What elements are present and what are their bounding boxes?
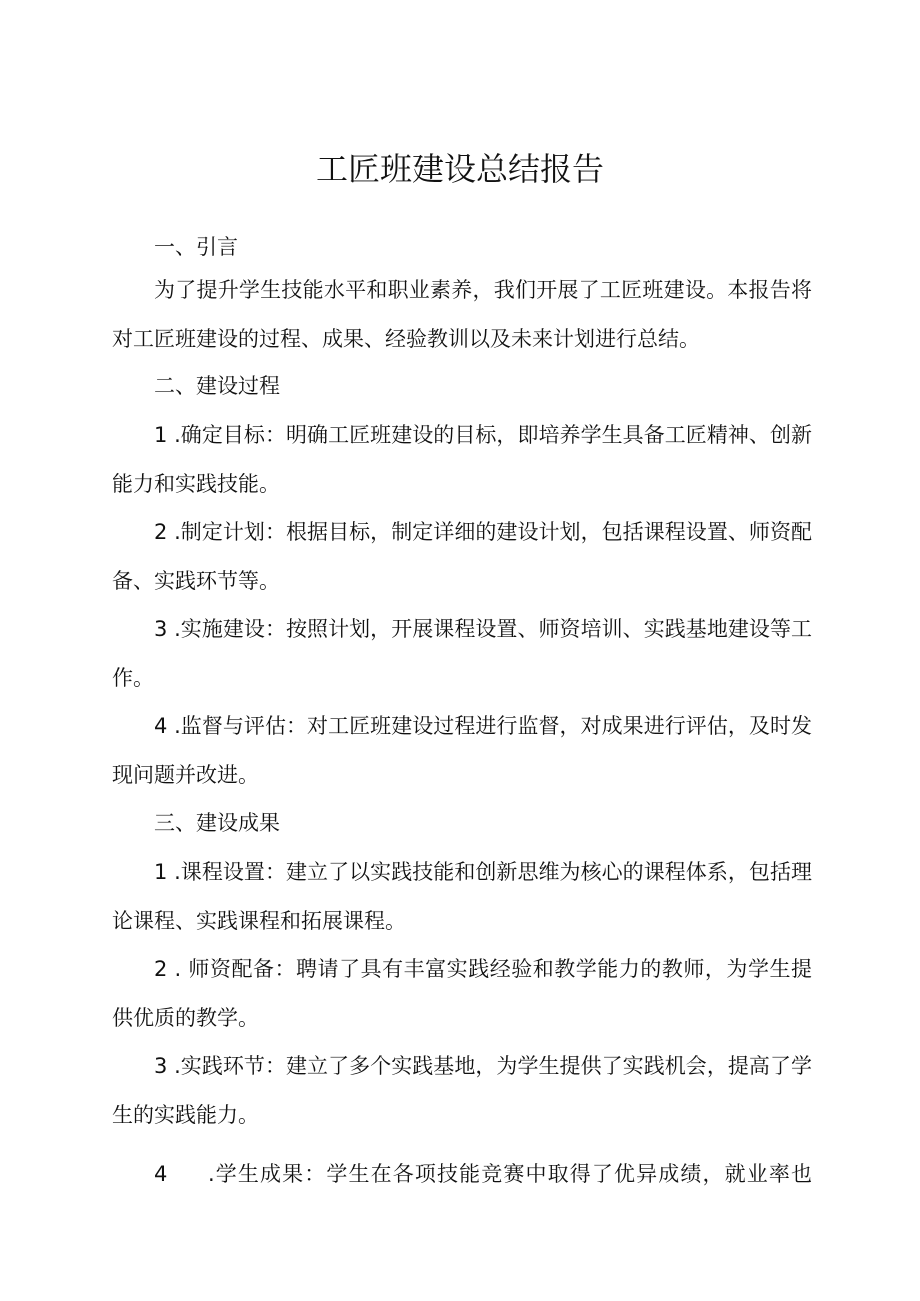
results-item-text: .学生成果：学生在各项技能竞赛中取得了优异成绩，就业率也 [208, 1162, 812, 1186]
document-title: 工匠班建设总结报告 [315, 150, 604, 189]
section-heading-intro: 一、引言 [154, 235, 238, 259]
results-item: 1 .课程设置：建立了以实践技能和创新思维为核心的课程体系，包括理论课程、实践课程和拓展课程。 [112, 860, 812, 933]
process-item: 2 .制定计划：根据目标，制定详细的建设计划，包括课程设置、师资配备、实践环节等。 [112, 520, 812, 593]
process-item: 4 .监督与评估：对工匠班建设过程进行监督，对成果进行评估，及时发现问题并改进。 [112, 714, 812, 787]
results-item-number: 4 [154, 1162, 168, 1186]
section-heading-results: 三、建设成果 [154, 811, 280, 835]
intro-paragraph: 为了提升学生技能水平和职业素养，我们开展了工匠班建设。本报告将对工匠班建设的过程、成果、经验教训以及未来计划进行总结。 [112, 278, 812, 351]
results-item-partial [112, 1150, 812, 1198]
process-item: 3 .实施建设：按照计划，开展课程设置、师资培训、实践基地建设等工作。 [112, 617, 812, 690]
section-heading-process: 二、建设过程 [154, 374, 280, 398]
results-item: 3 .实践环节：建立了多个实践基地，为学生提供了实践机会，提高了学生的实践能力。 [112, 1054, 812, 1127]
process-item: 1 .确定目标：明确工匠班建设的目标，即培养学生具备工匠精神、创新能力和实践技能。 [112, 423, 812, 496]
results-item: 2 . 师资配备：聘请了具有丰富实践经验和教学能力的教师，为学生提供优质的教学。 [112, 957, 812, 1030]
